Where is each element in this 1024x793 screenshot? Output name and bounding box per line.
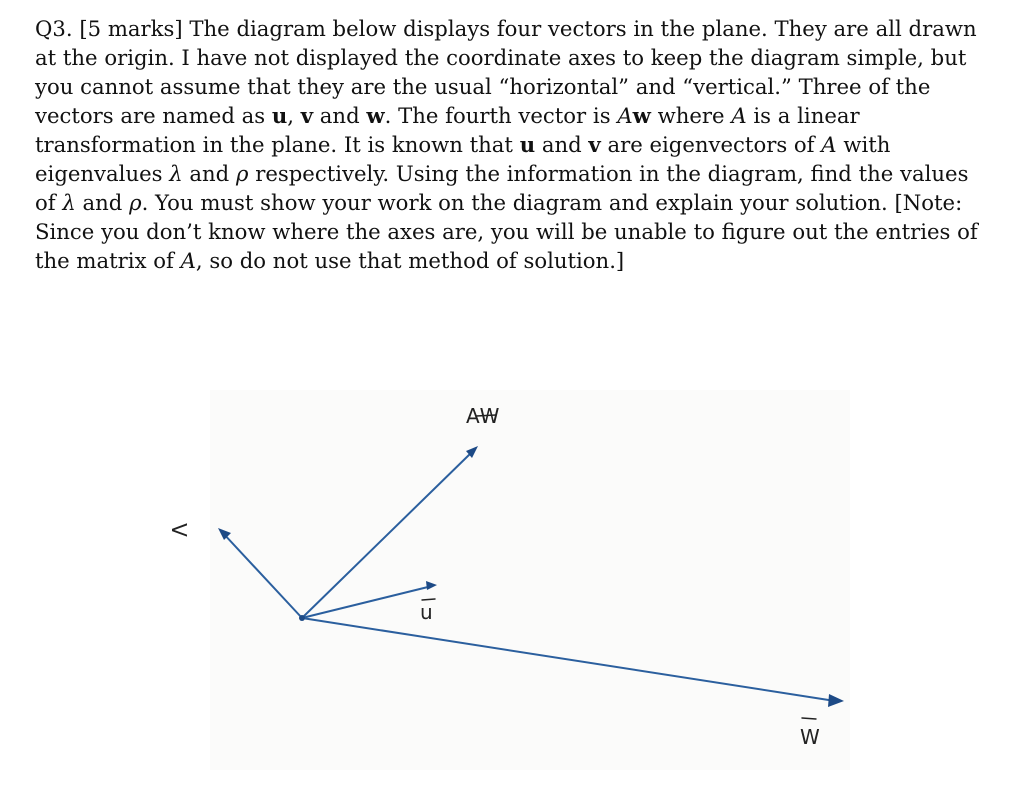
vector-w-line	[302, 618, 835, 701]
u-label: u	[420, 600, 433, 624]
vector-diagram-svg	[210, 390, 850, 770]
vector-w-arrowhead	[828, 694, 844, 707]
v-label: V	[166, 523, 191, 537]
text-run: and	[535, 132, 589, 157]
text-run: and	[313, 103, 367, 128]
lambda-symbol: λ	[169, 161, 183, 186]
matrix-A-ref: A	[617, 103, 633, 128]
text-run: , so do not use that method of solution.]	[195, 248, 625, 273]
vector-w-ref: w	[632, 103, 651, 128]
text-run: . The fourth vector is	[384, 103, 618, 128]
vector-u-ref: u	[519, 132, 536, 157]
aw-label: AW	[466, 404, 501, 428]
text-run: . You must show your work on the diagram and explain your solution. [Note: Since you don’t know where the axes are, you will be unable to figure out the entries of the matrix of	[35, 190, 978, 273]
matrix-A-ref: A	[821, 132, 837, 157]
vector-u-line	[302, 586, 432, 618]
text-run: ,	[287, 103, 301, 128]
question-number: Q3.	[35, 16, 73, 41]
w-label: W	[800, 725, 820, 749]
w-overbar	[802, 718, 816, 719]
question-paragraph	[35, 14, 995, 275]
rho-symbol: ρ	[129, 190, 142, 215]
vector-v-ref: v	[300, 103, 314, 128]
lambda-symbol: λ	[62, 190, 76, 215]
vector-aw-line	[302, 452, 472, 618]
matrix-A-ref: A	[180, 248, 196, 273]
vector-u-ref: u	[271, 103, 288, 128]
text-run: respectively. Using the information in the diagram, find the values of	[35, 161, 969, 215]
text-run: where	[650, 103, 732, 128]
text-run: The diagram below displays four vectors in the plane. They are all drawn at the origin. I have not displayed the coordinate axes to keep the diagram simple, but you cannot assume that they are the usual “horizontal” and “vertical.” Three of the vectors are named as	[35, 16, 977, 128]
text-run: are eigenvectors of	[600, 132, 822, 157]
vector-w-ref: w	[366, 103, 385, 128]
vector-v-line	[222, 532, 302, 618]
question-text	[35, 14, 995, 275]
text-run: and	[182, 161, 236, 186]
text-run: is a linear transformation in the plane. It is known that	[35, 103, 860, 157]
vector-v-ref: v	[588, 132, 601, 157]
text-run: with eigenvalues	[35, 132, 891, 186]
matrix-A-ref: A	[731, 103, 747, 128]
text-run: and	[75, 190, 130, 215]
marks: [5 marks]	[79, 16, 183, 41]
vector-u-arrowhead	[426, 581, 437, 590]
origin-point	[299, 615, 305, 621]
rho-symbol: ρ	[235, 161, 249, 186]
vector-diagram	[166, 390, 850, 770]
